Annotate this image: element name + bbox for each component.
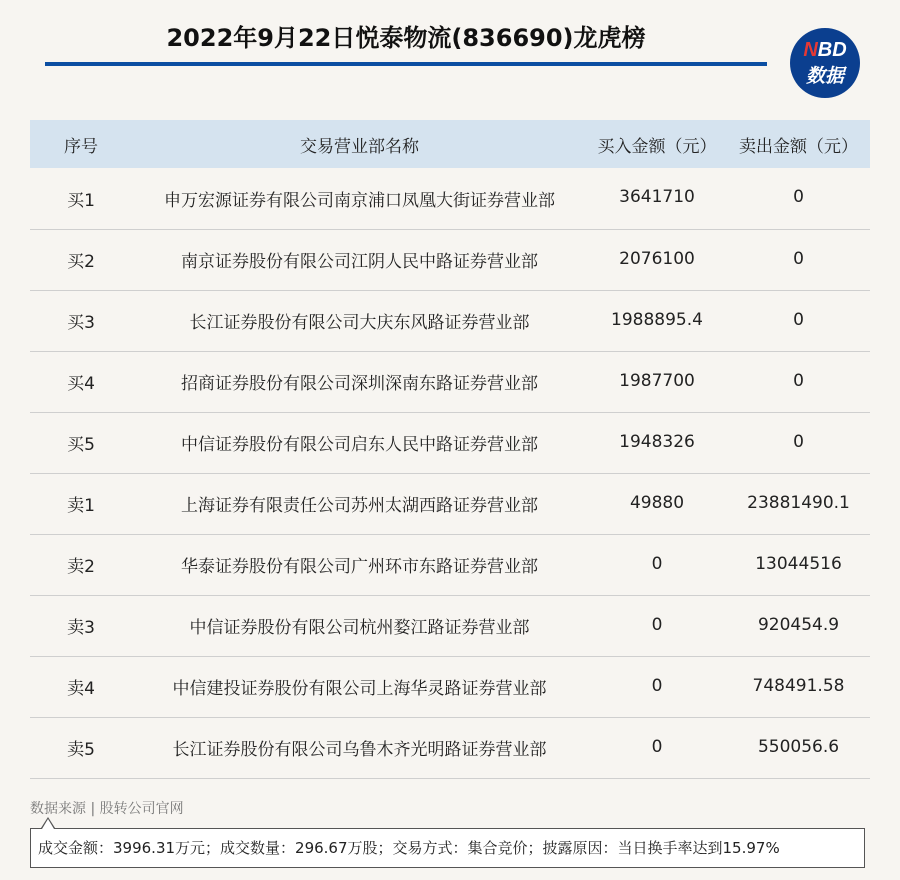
logo-bd-letters: BD (817, 39, 847, 61)
title-underline (45, 62, 767, 66)
row-buy-amount: 1988895.4 (611, 309, 703, 330)
row-sell-amount: 13044516 (755, 553, 842, 574)
col-header-index: 序号 (64, 136, 98, 157)
row-sell-amount: 0 (793, 187, 804, 207)
row-buy-amount: 2076100 (619, 248, 695, 269)
row-branch: 上海证券有限责任公司苏州太湖西路证券营业部 (181, 496, 538, 516)
row-sell-amount: 748491.58 (752, 675, 845, 696)
table-row (30, 412, 870, 473)
col-header-branch: 交易营业部名称 (300, 136, 419, 157)
table-row (30, 351, 870, 412)
row-index: 卖3 (67, 618, 95, 638)
row-sell-amount: 23881490.1 (747, 492, 850, 513)
col-header-sell: 卖出金额（元） (739, 136, 858, 157)
table-row (30, 595, 870, 656)
row-buy-amount: 0 (651, 675, 663, 696)
table-row (30, 290, 870, 351)
row-sell-amount: 0 (793, 431, 804, 452)
table-row (30, 656, 870, 717)
row-index: 买5 (67, 435, 95, 455)
logo-bottom-text: 数据 (805, 66, 844, 87)
row-index: 买1 (67, 190, 95, 211)
row-index: 卖2 (67, 557, 95, 577)
row-buy-amount: 0 (651, 736, 663, 757)
col-header-buy: 买入金额（元） (597, 136, 717, 157)
nbd-logo (790, 28, 860, 98)
row-buy-amount: 1948326 (619, 431, 695, 452)
row-branch: 长江证券股份有限公司乌鲁木齐光明路证券营业部 (172, 740, 547, 760)
table-row (30, 168, 870, 229)
row-branch: 南京证券股份有限公司江阴人民中路证券营业部 (181, 252, 538, 272)
row-index: 卖1 (67, 496, 95, 516)
row-branch: 中信证券股份有限公司杭州婺江路证券营业部 (189, 618, 530, 638)
row-sell-amount: 0 (793, 309, 804, 330)
row-buy-amount: 0 (651, 614, 663, 635)
row-branch: 招商证券股份有限公司深圳深南东路证券营业部 (181, 374, 538, 394)
table-row (30, 534, 870, 595)
row-index: 买4 (67, 374, 95, 394)
row-index: 买2 (67, 252, 95, 272)
logo-top-text (790, 39, 860, 62)
row-index: 卖5 (67, 740, 95, 760)
row-sell-amount: 550056.6 (757, 736, 840, 757)
row-buy-amount: 49880 (629, 492, 685, 513)
table-row (30, 717, 870, 778)
row-branch: 华泰证券股份有限公司广州环市东路证券营业部 (181, 557, 538, 577)
table-header-row (30, 120, 870, 168)
row-buy-amount: 0 (651, 553, 663, 574)
row-branch: 中信证券股份有限公司启东人民中路证券营业部 (181, 435, 538, 455)
row-branch: 长江证券股份有限公司大庆东风路证券营业部 (189, 313, 530, 333)
row-buy-amount: 1987700 (619, 370, 695, 391)
row-index: 买3 (67, 313, 95, 333)
row-branch: 中信建投证券股份有限公司上海华灵路证券营业部 (172, 679, 547, 699)
row-buy-amount: 3641710 (619, 187, 695, 207)
logo-n-letter: N (803, 39, 818, 61)
table-row (30, 229, 870, 290)
row-sell-amount: 0 (793, 248, 804, 269)
note-pointer-fill (42, 819, 54, 829)
row-index: 卖4 (67, 679, 95, 699)
page-title: 2022年9月22日悦泰物流(836690)龙虎榜 (166, 24, 646, 52)
dragon-tiger-table (30, 120, 870, 779)
trade-summary-note: 成交金额：3996.31万元；成交数量：296.67万股；交易方式：集合竞价；披露原因：当日换手率达到15.97% (30, 828, 865, 868)
table-row (30, 473, 870, 534)
row-sell-amount: 920454.9 (757, 614, 840, 635)
row-sell-amount: 0 (793, 370, 804, 391)
row-branch: 申万宏源证券有限公司南京浦口凤凰大街证券营业部 (164, 190, 555, 211)
data-source: 数据来源 | 股转公司官网 (30, 801, 184, 817)
